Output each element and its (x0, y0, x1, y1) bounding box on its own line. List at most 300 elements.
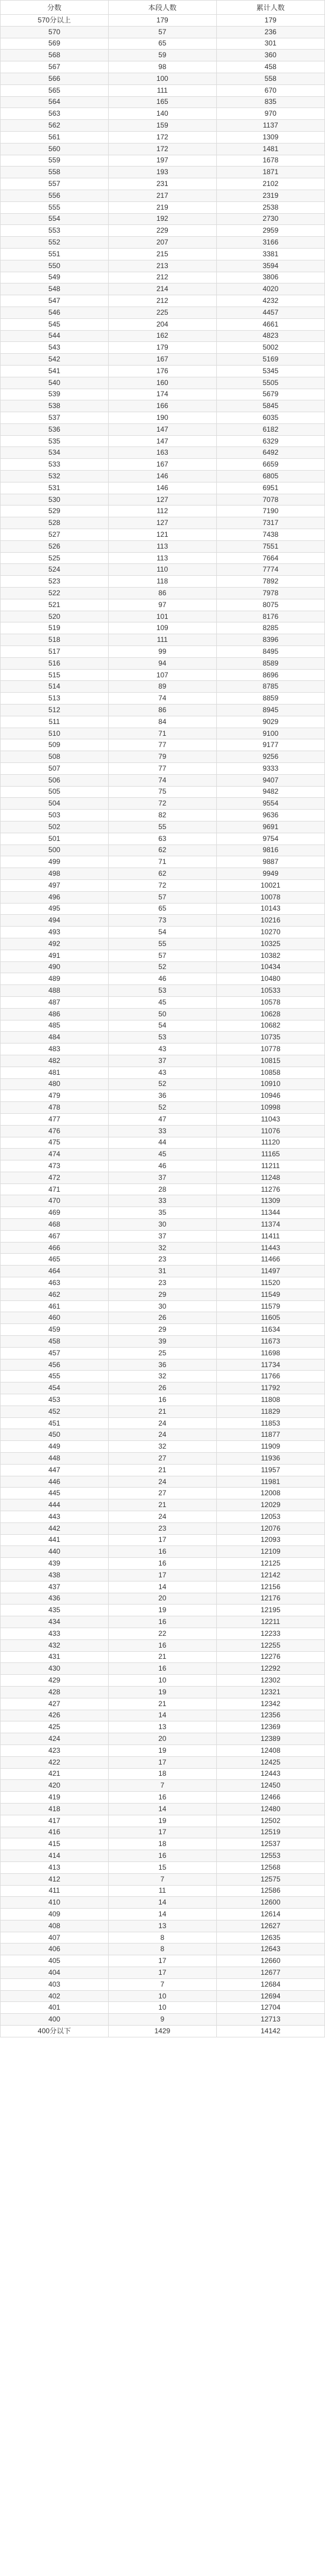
table-row (1, 1359, 325, 1371)
segment-count-cell: 17 (108, 1827, 216, 1838)
score-cell: 486 (1, 1008, 109, 1020)
score-cell: 556 (1, 190, 109, 201)
cumulative-count-cell: 10143 (216, 903, 324, 915)
score-cell: 496 (1, 891, 109, 903)
cumulative-count-cell: 12125 (216, 1558, 324, 1570)
score-cell: 530 (1, 494, 109, 506)
cumulative-count-cell: 10946 (216, 1090, 324, 1102)
table-row (1, 330, 325, 342)
table-row (1, 774, 325, 786)
score-cell: 545 (1, 318, 109, 330)
table-row (1, 681, 325, 693)
score-cell: 560 (1, 143, 109, 155)
score-cell: 520 (1, 611, 109, 622)
score-cell: 521 (1, 599, 109, 611)
cumulative-count-cell: 11276 (216, 1183, 324, 1195)
table-row (1, 61, 325, 73)
segment-count-cell: 23 (108, 1522, 216, 1534)
segment-count-cell: 37 (108, 1172, 216, 1183)
cumulative-count-cell: 4823 (216, 330, 324, 342)
cumulative-count-cell: 4661 (216, 318, 324, 330)
segment-count-cell: 97 (108, 599, 216, 611)
cumulative-count-cell: 11165 (216, 1149, 324, 1160)
table-row (1, 272, 325, 283)
cumulative-count-cell: 12076 (216, 1522, 324, 1534)
score-cell: 400 (1, 2014, 109, 2026)
score-cell: 535 (1, 435, 109, 447)
table-row (1, 611, 325, 622)
table-row (1, 751, 325, 763)
table-row (1, 564, 325, 576)
cumulative-count-cell: 12195 (216, 1605, 324, 1616)
score-cell: 466 (1, 1242, 109, 1254)
segment-count-cell: 15 (108, 1861, 216, 1873)
table-row (1, 1078, 325, 1090)
segment-count-cell: 19 (108, 1815, 216, 1827)
cumulative-count-cell: 8785 (216, 681, 324, 693)
cumulative-count-cell: 12704 (216, 2002, 324, 2014)
table-row (1, 961, 325, 973)
cumulative-count-cell: 8176 (216, 611, 324, 622)
table-row (1, 2002, 325, 2014)
segment-count-cell: 74 (108, 693, 216, 705)
cumulative-count-cell: 12276 (216, 1651, 324, 1663)
segment-count-cell: 14 (108, 1897, 216, 1909)
table-row (1, 38, 325, 50)
table-row (1, 50, 325, 61)
cumulative-count-cell: 11443 (216, 1242, 324, 1254)
cumulative-count-cell: 3381 (216, 248, 324, 260)
cumulative-count-cell: 12356 (216, 1710, 324, 1721)
segment-count-cell: 37 (108, 1230, 216, 1242)
score-cell: 529 (1, 506, 109, 517)
segment-count-cell: 44 (108, 1137, 216, 1149)
cumulative-count-cell: 11549 (216, 1289, 324, 1300)
cumulative-count-cell: 8945 (216, 705, 324, 716)
cumulative-count-cell: 11248 (216, 1172, 324, 1183)
segment-count-cell: 65 (108, 38, 216, 50)
segment-count-cell: 27 (108, 1453, 216, 1465)
table-row (1, 1300, 325, 1312)
score-cell: 451 (1, 1417, 109, 1429)
score-cell: 531 (1, 482, 109, 494)
score-cell: 462 (1, 1289, 109, 1300)
score-cell: 448 (1, 1453, 109, 1465)
cumulative-count-cell: 9887 (216, 856, 324, 868)
table-row (1, 517, 325, 529)
segment-count-cell: 204 (108, 318, 216, 330)
cumulative-count-cell: 11076 (216, 1125, 324, 1137)
table-row (1, 1417, 325, 1429)
score-cell: 412 (1, 1873, 109, 1885)
segment-count-cell: 20 (108, 1733, 216, 1745)
score-cell: 418 (1, 1803, 109, 1815)
score-cell: 565 (1, 84, 109, 96)
score-cell: 513 (1, 693, 109, 705)
score-cell: 449 (1, 1441, 109, 1453)
segment-count-cell: 21 (108, 1651, 216, 1663)
table-row (1, 1663, 325, 1675)
cumulative-count-cell: 8589 (216, 657, 324, 669)
table-row (1, 167, 325, 178)
cumulative-count-cell: 9816 (216, 844, 324, 856)
score-cell: 430 (1, 1663, 109, 1675)
cumulative-count-cell: 1481 (216, 143, 324, 155)
score-cell: 547 (1, 295, 109, 307)
score-cell: 443 (1, 1511, 109, 1523)
score-cell: 479 (1, 1090, 109, 1102)
cumulative-count-cell: 8696 (216, 669, 324, 681)
segment-count-cell: 172 (108, 131, 216, 143)
cumulative-count-cell: 12389 (216, 1733, 324, 1745)
segment-count-cell: 28 (108, 1183, 216, 1195)
table-row (1, 131, 325, 143)
score-cell: 469 (1, 1207, 109, 1219)
segment-count-cell: 17 (108, 1534, 216, 1546)
segment-count-cell: 24 (108, 1511, 216, 1523)
segment-count-cell: 75 (108, 786, 216, 798)
table-row (1, 938, 325, 950)
score-cell: 514 (1, 681, 109, 693)
table-row (1, 1266, 325, 1277)
score-cell: 446 (1, 1476, 109, 1488)
segment-count-cell: 7 (108, 1978, 216, 1990)
cumulative-count-cell: 10078 (216, 891, 324, 903)
score-cell: 559 (1, 155, 109, 167)
cumulative-count-cell: 1309 (216, 131, 324, 143)
cumulative-count-cell: 11309 (216, 1195, 324, 1207)
score-cell: 512 (1, 705, 109, 716)
cumulative-count-cell: 3166 (216, 237, 324, 249)
score-cell: 408 (1, 1920, 109, 1932)
table-row (1, 950, 325, 961)
cumulative-count-cell: 12614 (216, 1909, 324, 1920)
cumulative-count-cell: 12643 (216, 1944, 324, 1955)
score-cell: 453 (1, 1394, 109, 1406)
cumulative-count-cell: 458 (216, 61, 324, 73)
table-row (1, 1149, 325, 1160)
table-row (1, 1453, 325, 1465)
table-row (1, 1008, 325, 1020)
score-cell: 434 (1, 1616, 109, 1628)
score-cell: 438 (1, 1569, 109, 1581)
table-row (1, 891, 325, 903)
score-cell: 476 (1, 1125, 109, 1137)
score-cell: 470 (1, 1195, 109, 1207)
table-row (1, 1219, 325, 1231)
table-row (1, 985, 325, 997)
table-row (1, 377, 325, 389)
segment-count-cell: 16 (108, 1546, 216, 1558)
segment-count-cell: 33 (108, 1195, 216, 1207)
cumulative-count-cell: 11853 (216, 1417, 324, 1429)
segment-count-cell: 13 (108, 1920, 216, 1932)
cumulative-count-cell: 1137 (216, 120, 324, 132)
score-cell: 499 (1, 856, 109, 868)
segment-count-cell: 59 (108, 50, 216, 61)
table-row (1, 1990, 325, 2002)
segment-count-cell: 63 (108, 833, 216, 844)
segment-count-cell: 46 (108, 973, 216, 985)
segment-count-cell: 36 (108, 1359, 216, 1371)
cumulative-count-cell: 10533 (216, 985, 324, 997)
cumulative-count-cell: 12156 (216, 1581, 324, 1593)
table-row (1, 178, 325, 190)
cumulative-count-cell: 10216 (216, 915, 324, 927)
segment-count-cell: 79 (108, 751, 216, 763)
cumulative-count-cell: 9636 (216, 810, 324, 821)
table-row (1, 1137, 325, 1149)
segment-count-cell: 32 (108, 1441, 216, 1453)
segment-count-cell: 165 (108, 96, 216, 108)
table-row (1, 1909, 325, 1920)
cumulative-count-cell: 3806 (216, 272, 324, 283)
table-row (1, 1675, 325, 1687)
cumulative-count-cell: 7774 (216, 564, 324, 576)
segment-count-cell: 52 (108, 1078, 216, 1090)
score-cell: 437 (1, 1581, 109, 1593)
score-cell: 525 (1, 552, 109, 564)
segment-count-cell: 17 (108, 1967, 216, 1979)
segment-count-cell: 57 (108, 950, 216, 961)
cumulative-count-cell: 12302 (216, 1675, 324, 1687)
score-cell: 518 (1, 634, 109, 646)
cumulative-count-cell: 11673 (216, 1336, 324, 1348)
table-row (1, 1534, 325, 1546)
header-score: 分数 (1, 1, 109, 15)
table-row (1, 1686, 325, 1698)
score-cell: 563 (1, 108, 109, 120)
score-cell: 549 (1, 272, 109, 283)
table-row (1, 1055, 325, 1067)
segment-count-cell: 14 (108, 1710, 216, 1721)
table-row (1, 1406, 325, 1417)
table-row (1, 1044, 325, 1055)
cumulative-count-cell: 10382 (216, 950, 324, 961)
cumulative-count-cell: 7438 (216, 529, 324, 541)
segment-count-cell: 98 (108, 61, 216, 73)
segment-count-cell: 16 (108, 1558, 216, 1570)
cumulative-count-cell: 12142 (216, 1569, 324, 1581)
score-cell: 474 (1, 1149, 109, 1160)
table-row (1, 1347, 325, 1359)
table-row (1, 1113, 325, 1125)
cumulative-count-cell: 10628 (216, 1008, 324, 1020)
table-row (1, 283, 325, 295)
cumulative-count-cell: 7078 (216, 494, 324, 506)
segment-count-cell: 31 (108, 1266, 216, 1277)
segment-count-cell: 179 (108, 15, 216, 27)
score-cell: 506 (1, 774, 109, 786)
table-row (1, 306, 325, 318)
score-cell: 435 (1, 1605, 109, 1616)
score-cell: 523 (1, 576, 109, 588)
cumulative-count-cell: 11497 (216, 1266, 324, 1277)
segment-count-cell: 50 (108, 1008, 216, 1020)
segment-count-cell: 17 (108, 1569, 216, 1581)
score-cell: 419 (1, 1792, 109, 1804)
header-row (1, 1, 325, 15)
cumulative-count-cell: 6492 (216, 447, 324, 459)
cumulative-count-cell: 10480 (216, 973, 324, 985)
table-row (1, 657, 325, 669)
score-cell: 473 (1, 1160, 109, 1172)
cumulative-count-cell: 10735 (216, 1032, 324, 1044)
table-row (1, 1792, 325, 1804)
score-cell: 402 (1, 1990, 109, 2002)
score-cell: 516 (1, 657, 109, 669)
cumulative-count-cell: 6805 (216, 471, 324, 482)
table-row (1, 471, 325, 482)
table-row (1, 155, 325, 167)
cumulative-count-cell: 12684 (216, 1978, 324, 1990)
table-row (1, 716, 325, 728)
segment-count-cell: 19 (108, 1744, 216, 1756)
table-row (1, 190, 325, 201)
score-cell: 527 (1, 529, 109, 541)
cumulative-count-cell: 11981 (216, 1476, 324, 1488)
cumulative-count-cell: 179 (216, 15, 324, 27)
score-cell: 405 (1, 1955, 109, 1967)
table-row (1, 844, 325, 856)
segment-count-cell: 127 (108, 494, 216, 506)
table-row (1, 1336, 325, 1348)
score-cell: 554 (1, 213, 109, 225)
cumulative-count-cell: 11579 (216, 1300, 324, 1312)
cumulative-count-cell: 12713 (216, 2014, 324, 2026)
segment-count-cell: 47 (108, 1113, 216, 1125)
score-cell: 540 (1, 377, 109, 389)
segment-count-cell: 55 (108, 821, 216, 833)
segment-count-cell: 229 (108, 225, 216, 237)
table-row (1, 1803, 325, 1815)
table-row (1, 1020, 325, 1032)
segment-count-cell: 101 (108, 611, 216, 622)
table-row (1, 1277, 325, 1289)
segment-count-cell: 32 (108, 1242, 216, 1254)
table-row (1, 1032, 325, 1044)
segment-count-cell: 7 (108, 1873, 216, 1885)
segment-count-cell: 43 (108, 1067, 216, 1078)
cumulative-count-cell: 11374 (216, 1219, 324, 1231)
segment-count-cell: 14 (108, 1803, 216, 1815)
table-row (1, 435, 325, 447)
score-cell: 425 (1, 1721, 109, 1733)
score-cell: 522 (1, 588, 109, 599)
table-row (1, 1628, 325, 1639)
score-cell: 414 (1, 1850, 109, 1862)
segment-count-cell: 55 (108, 938, 216, 950)
score-cell: 544 (1, 330, 109, 342)
table-row (1, 1254, 325, 1266)
score-cell: 570分以上 (1, 15, 109, 27)
cumulative-count-cell: 12553 (216, 1850, 324, 1862)
cumulative-count-cell: 11829 (216, 1406, 324, 1417)
table-row (1, 1885, 325, 1897)
cumulative-count-cell: 6659 (216, 459, 324, 471)
cumulative-count-cell: 236 (216, 26, 324, 38)
score-cell: 468 (1, 1219, 109, 1231)
cumulative-count-cell: 11698 (216, 1347, 324, 1359)
cumulative-count-cell: 6329 (216, 435, 324, 447)
score-cell: 551 (1, 248, 109, 260)
cumulative-count-cell: 12568 (216, 1861, 324, 1873)
table-row (1, 412, 325, 424)
segment-count-cell: 99 (108, 646, 216, 658)
score-cell: 508 (1, 751, 109, 763)
segment-count-cell: 35 (108, 1207, 216, 1219)
segment-count-cell: 30 (108, 1219, 216, 1231)
table-row (1, 1499, 325, 1511)
segment-count-cell: 166 (108, 400, 216, 412)
table-row (1, 1651, 325, 1663)
score-cell: 423 (1, 1744, 109, 1756)
cumulative-count-cell: 11909 (216, 1441, 324, 1453)
score-cell: 428 (1, 1686, 109, 1698)
segment-count-cell: 82 (108, 810, 216, 821)
segment-count-cell: 71 (108, 856, 216, 868)
cumulative-count-cell: 9100 (216, 728, 324, 739)
table-row (1, 342, 325, 354)
cumulative-count-cell: 12466 (216, 1792, 324, 1804)
score-cell: 546 (1, 306, 109, 318)
score-cell: 538 (1, 400, 109, 412)
score-cell: 487 (1, 996, 109, 1008)
score-cell: 477 (1, 1113, 109, 1125)
table-row (1, 400, 325, 412)
cumulative-count-cell: 12342 (216, 1698, 324, 1710)
cumulative-count-cell: 2730 (216, 213, 324, 225)
segment-count-cell: 77 (108, 739, 216, 751)
cumulative-count-cell: 2538 (216, 201, 324, 213)
score-cell: 532 (1, 471, 109, 482)
table-row (1, 1861, 325, 1873)
table-row (1, 1944, 325, 1955)
score-cell: 450 (1, 1429, 109, 1441)
cumulative-count-cell: 9554 (216, 798, 324, 810)
segment-count-cell: 127 (108, 517, 216, 529)
table-row (1, 1581, 325, 1593)
table-row (1, 879, 325, 891)
score-cell: 404 (1, 1967, 109, 1979)
segment-count-cell: 231 (108, 178, 216, 190)
cumulative-count-cell: 9333 (216, 763, 324, 775)
cumulative-count-cell: 11734 (216, 1359, 324, 1371)
segment-count-cell: 65 (108, 903, 216, 915)
cumulative-count-cell: 6182 (216, 423, 324, 435)
score-cell: 440 (1, 1546, 109, 1558)
table-row (1, 295, 325, 307)
segment-count-cell: 57 (108, 26, 216, 38)
table-row (1, 447, 325, 459)
score-cell: 541 (1, 365, 109, 377)
table-row (1, 1920, 325, 1932)
cumulative-count-cell: 6035 (216, 412, 324, 424)
score-cell: 552 (1, 237, 109, 249)
table-row (1, 201, 325, 213)
cumulative-count-cell: 7892 (216, 576, 324, 588)
segment-count-cell: 18 (108, 1768, 216, 1780)
score-cell: 403 (1, 1978, 109, 1990)
cumulative-count-cell: 8495 (216, 646, 324, 658)
cumulative-count-cell: 5002 (216, 342, 324, 354)
segment-count-cell: 176 (108, 365, 216, 377)
cumulative-count-cell: 12425 (216, 1756, 324, 1768)
cumulative-count-cell: 11634 (216, 1324, 324, 1336)
table-row (1, 1195, 325, 1207)
cumulative-count-cell: 12255 (216, 1639, 324, 1651)
segment-count-cell: 84 (108, 716, 216, 728)
